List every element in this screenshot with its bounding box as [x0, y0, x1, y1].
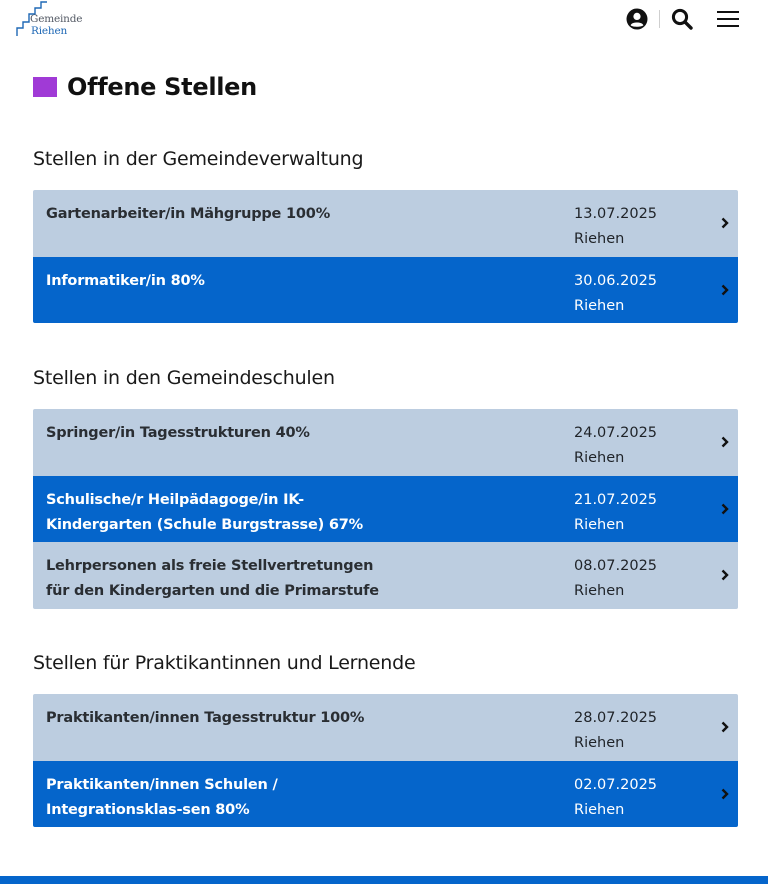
job-deadline: 13.07.2025 — [574, 206, 658, 222]
page-title-text: Offene Stellen — [67, 73, 257, 101]
job-title: Springer/in Tagesstrukturen 40% — [46, 425, 310, 441]
site-header — [0, 0, 768, 44]
title-accent-square — [33, 77, 57, 97]
header-divider — [659, 10, 660, 28]
job-location: Riehen — [574, 450, 625, 466]
footer-bar — [0, 876, 768, 884]
job-row[interactable] — [33, 542, 738, 609]
chevron-right-icon — [718, 216, 732, 230]
job-row[interactable] — [33, 694, 738, 761]
job-location: Riehen — [574, 297, 625, 314]
job-list-schulen — [33, 409, 738, 609]
job-row[interactable] — [33, 476, 738, 543]
chevron-right-icon — [718, 502, 732, 516]
header-actions — [625, 7, 740, 31]
page-title — [33, 73, 257, 101]
menu-icon[interactable] — [716, 7, 740, 31]
job-title: Schulische/r Heilpädagoge/in IK- Kindergarten (Schule Burgstrasse) 67% — [46, 491, 363, 533]
logo-text-gemeinde: Gemeinde — [30, 13, 83, 25]
chevron-right-icon — [718, 568, 732, 582]
chevron-right-icon — [718, 787, 732, 801]
job-deadline: 21.07.2025 — [574, 491, 658, 508]
search-icon[interactable] — [670, 7, 694, 31]
chevron-right-icon — [718, 435, 732, 449]
job-title: Informatiker/in 80% — [46, 272, 205, 289]
job-deadline: 08.07.2025 — [574, 558, 658, 575]
job-title: Lehrpersonen als freie Stellvertretungen für den Kindergarten und die Primarstufe — [46, 558, 379, 600]
job-title: Gartenarbeiter/in Mähgruppe 100% — [46, 206, 331, 222]
job-location: Riehen — [574, 583, 625, 600]
job-row[interactable] — [33, 409, 738, 476]
job-list-praktikum — [33, 694, 738, 827]
chevron-right-icon — [718, 283, 732, 297]
logo-text-riehen: Riehen — [31, 25, 68, 37]
job-list-verwaltung — [33, 190, 738, 323]
section-heading-schulen: Stellen in den Gemeindeschulen — [33, 367, 335, 389]
job-location: Riehen — [574, 231, 625, 247]
job-location: Riehen — [574, 735, 625, 751]
job-title: Praktikanten/innen Schulen / Integrationsklas-sen 80% — [46, 776, 278, 818]
job-deadline: 24.07.2025 — [574, 425, 658, 441]
job-title: Praktikanten/innen Tagesstruktur 100% — [46, 710, 365, 726]
gemeinde-riehen-logo[interactable] — [15, 0, 85, 40]
job-row[interactable] — [33, 257, 738, 324]
job-row[interactable] — [33, 190, 738, 257]
job-deadline: 28.07.2025 — [574, 710, 658, 726]
job-deadline: 02.07.2025 — [574, 776, 658, 793]
job-location: Riehen — [574, 801, 625, 818]
job-row[interactable] — [33, 761, 738, 828]
section-heading-verwaltung: Stellen in der Gemeindeverwaltung — [33, 148, 364, 170]
section-heading-praktikum: Stellen für Praktikantinnen und Lernende — [33, 652, 416, 674]
user-icon[interactable] — [625, 7, 649, 31]
job-location: Riehen — [574, 516, 625, 533]
chevron-right-icon — [718, 720, 732, 734]
job-deadline: 30.06.2025 — [574, 272, 658, 289]
